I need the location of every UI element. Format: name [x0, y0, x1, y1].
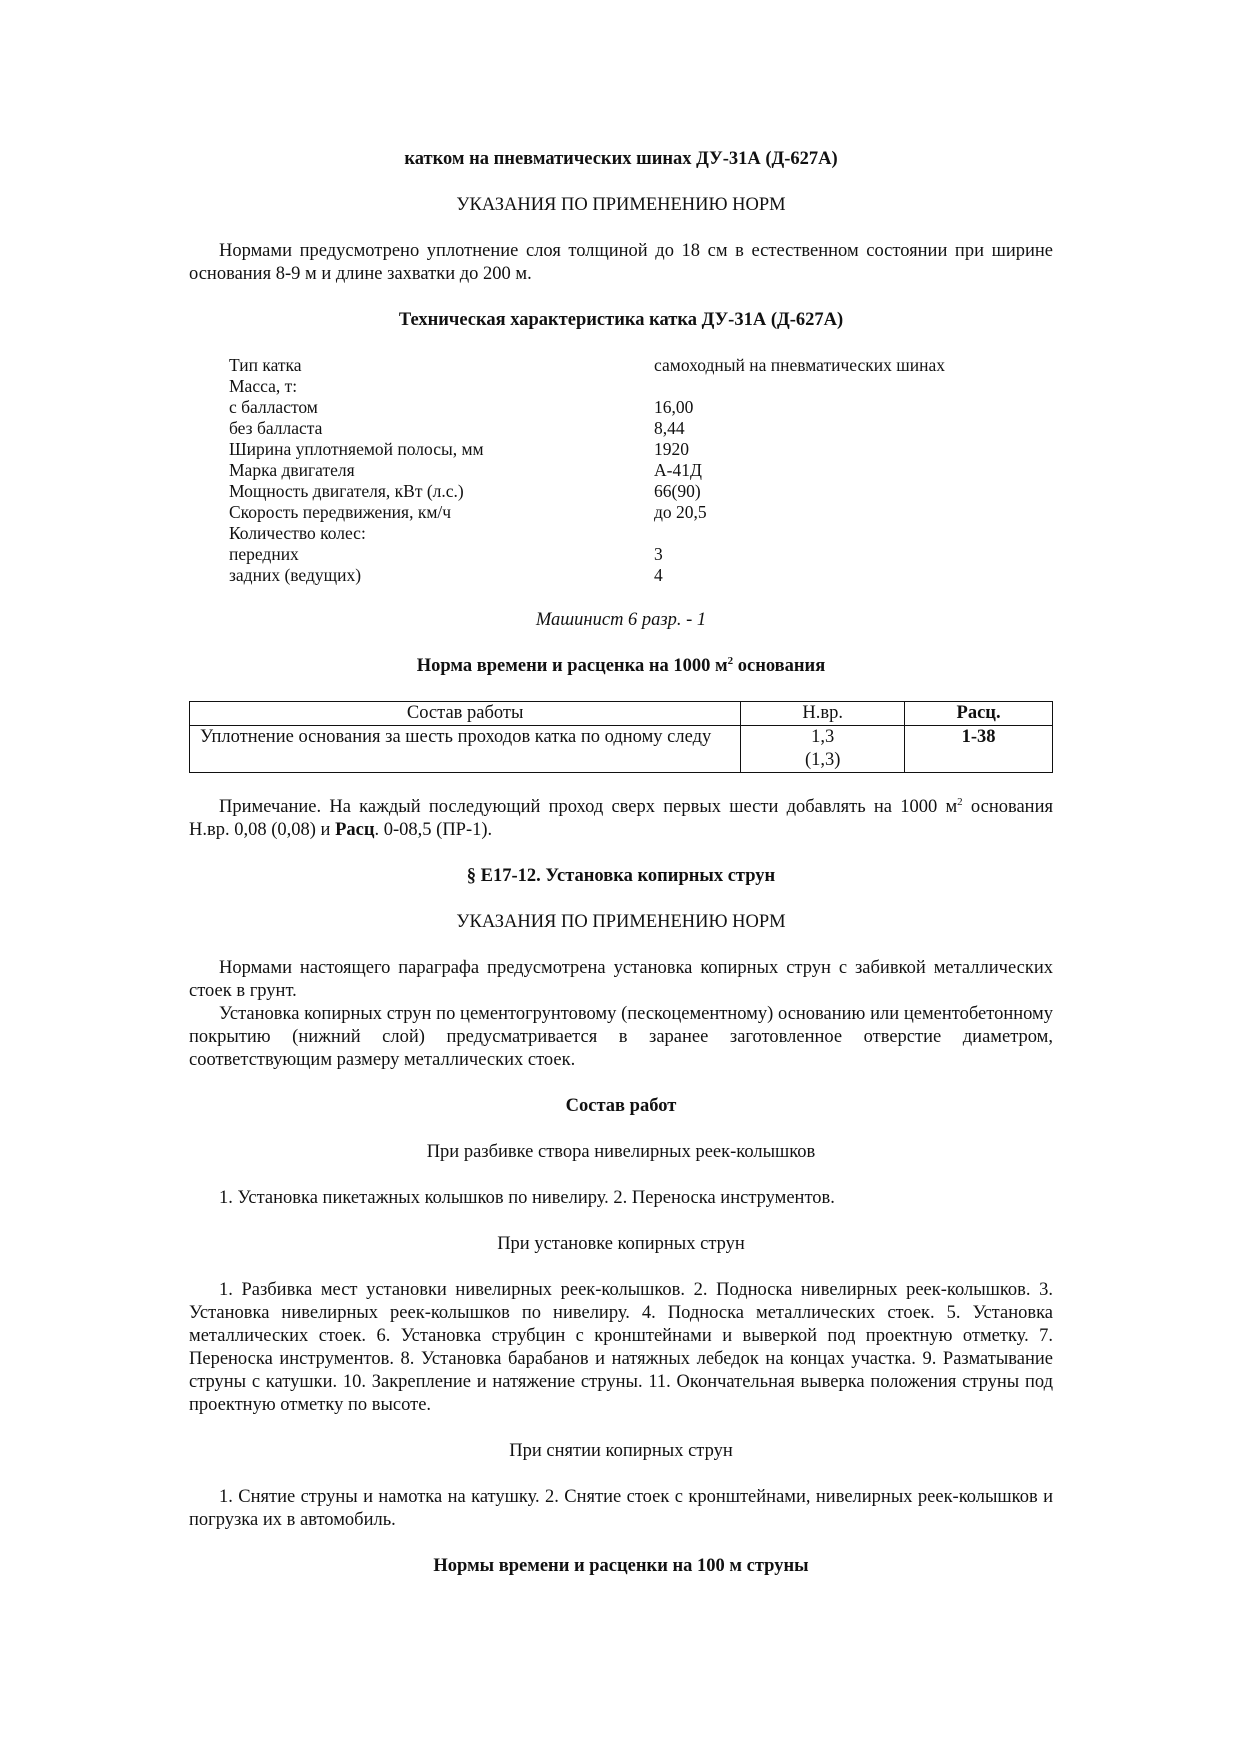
section-title: § Е17-12. Установка копирных струн	[466, 866, 776, 886]
guidelines-heading: УКАЗАНИЯ ПО ПРИМЕНЕНИЮ НОРМ	[456, 195, 786, 215]
norms-heading: Нормы времени и расценки на 100 м струны	[433, 1556, 809, 1576]
work-steps: 1. Установка пикетажных колышков по нивелиру. 2. Переноска инструментов.	[219, 1188, 835, 1208]
note-text: Примечание. На каждый последующий проход сверх первых шести добавлять на 1000 $м^2$ основания Н.вр. 0,08 (0,08) и Расц. 0-08,5 (ПР-1).	[189, 795, 1053, 840]
norm-table	[189, 701, 1053, 773]
cell-rate: 1-38	[905, 726, 1053, 773]
header-work: Состав работы	[190, 702, 741, 726]
cell-time-norm: 1,3 (1,3)	[741, 726, 905, 773]
work-steps: 1. Снятие струны и намотка на катушку. 2. Снятие стоек с кронштейнами, нивелирных реек-колышков и погрузка их в автомобиль.	[189, 1487, 1053, 1530]
header-rate: Расц.	[905, 702, 1053, 726]
spec-row: Марка двигателя А-41Д	[229, 460, 702, 480]
document-page	[189, 148, 1053, 1578]
spec-list	[229, 355, 1053, 586]
spec-row: без балласта 8,44	[229, 418, 685, 438]
guidelines-heading: УКАЗАНИЯ ПО ПРИМЕНЕНИЮ НОРМ	[456, 912, 786, 932]
subheading: При снятии копирных струн	[509, 1441, 733, 1461]
spec-row: передних 3	[229, 544, 663, 564]
spec-row: Масса, т:	[229, 376, 298, 396]
spec-row: Тип катка самоходный на пневматических шинах	[229, 355, 945, 375]
spec-row: Скорость передвижения, км/ч до 20,5	[229, 502, 707, 522]
subheading: При установке копирных струн	[497, 1234, 745, 1254]
work-steps: 1. Разбивка мест установки нивелирных реек-колышков. 2. Подноска нивелирных реек-колышков. 3. Установка нивелирных реек-колышков по нивелиру. 4. Подноска металлических стоек. 5. Установка металлических стоек. 6. Установка струбцин с кронштейнами и выверкой под проектную отметку. 7. Переноска инструментов. 8. Установка барабанов и натяжных лебедок на концах участка. 9. Разматывание струны с катушки. 10. Закрепление и натяжение струны. 11. Окончательная выверка положения струны под проектную отметку по высоте.	[189, 1280, 1053, 1415]
table-row	[190, 726, 1053, 773]
section-title: катком на пневматических шинах ДУ-31А (Д-627А)	[404, 149, 838, 169]
norm-heading: Норма времени и расценка на 1000 $м^2$ основания	[416, 654, 826, 676]
guidelines-text: Нормами предусмотрено уплотнение слоя толщиной до 18 см в естественном состоянии при ширине основания 8-9 м и длине захватки до 200 м.	[189, 241, 1053, 284]
spec-row: с балластом 16,00	[229, 397, 694, 417]
guidelines-text: Установка копирных струн по цементогрунтовому (пескоцементному) основанию или цементобетонному покрытию (нижний слой) предусматривается в заранее заготовленное отверстие диаметром, соответствующим размеру металлических стоек.	[189, 1004, 1053, 1070]
table-header-row	[190, 702, 1053, 726]
spec-heading: Техническая характеристика катка ДУ-31А (Д-627А)	[398, 310, 844, 330]
cell-work: Уплотнение основания за шесть проходов катка по одному следу	[190, 726, 741, 773]
header-time-norm: Н.вр.	[741, 702, 905, 726]
subheading: При разбивке створа нивелирных реек-колышков	[426, 1142, 816, 1162]
spec-row: Количество колес:	[229, 523, 366, 543]
guidelines-text: Нормами настоящего параграфа предусмотрена установка копирных струн с забивкой металлических стоек в грунт.	[189, 958, 1053, 1001]
crew-line: Машинист 6 разр. - 1	[535, 610, 707, 630]
spec-row: задних (ведущих) 4	[229, 565, 663, 585]
spec-row: Ширина уплотняемой полосы, мм 1920	[229, 439, 689, 459]
spec-row: Мощность двигателя, кВт (л.с.) 66(90)	[229, 481, 701, 501]
work-heading: Состав работ	[565, 1096, 677, 1116]
